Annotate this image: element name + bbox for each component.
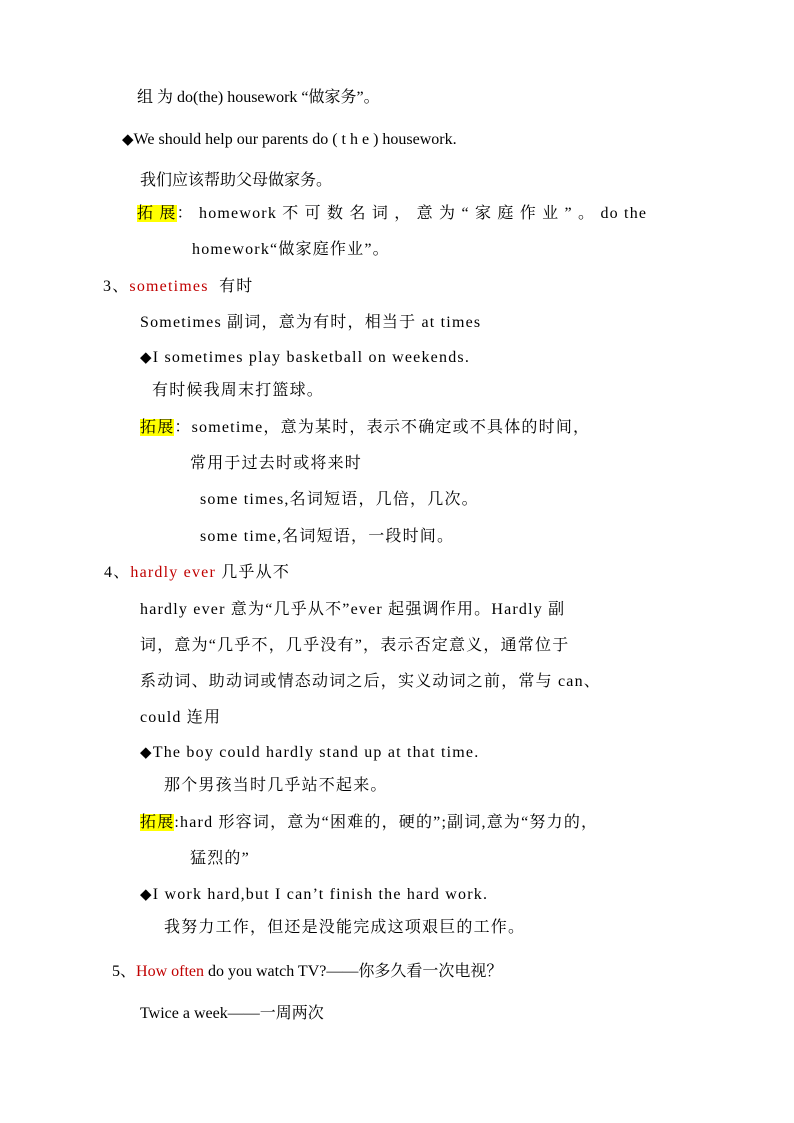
extension-sometime [140, 418, 590, 438]
extension-label: 拓展 [140, 814, 175, 831]
heading-number: 4、 [104, 564, 131, 581]
extension-hard [140, 813, 598, 833]
extension-text: ：sometime，意为某时，表示不确定或不具体的时间， [174, 419, 591, 436]
extension-text: :hard 形容词，意为“困难的，硬的”;副词,意为“努力的， [174, 814, 599, 831]
example-text: We should help our parents do ( t h e ) housework. [133, 131, 457, 148]
diamond-bullet-icon: ◆ [140, 745, 153, 761]
example-text: The boy could hardly stand up at that time. [152, 744, 480, 761]
extension-label: 拓展 [140, 419, 175, 436]
heading-how-often [112, 962, 502, 982]
explanation-hardly-2: 词，意为“几乎不，几乎没有”，表示否定意义，通常位于 [140, 637, 570, 654]
example-text: I work hard,but I can’t finish the hard work. [152, 886, 489, 903]
heading-number: 5、 [112, 963, 137, 980]
explanation-hardly-3: 系动词、助动词或情态动词之后，实义动词之前，常与 can、 [140, 673, 602, 690]
example-text: I sometimes play basketball on weekends. [152, 349, 471, 366]
diamond-bullet-icon: ◆ [140, 350, 153, 366]
heading-sometimes [103, 277, 253, 297]
explanation-hardly-4: could 连用 [140, 709, 222, 726]
explanation-hardly-1: hardly ever 意为“几乎从不”ever 起强调作用。Hardly 副 [140, 601, 566, 618]
extension-label: 拓 展 [137, 205, 177, 222]
diamond-bullet-icon: ◆ [140, 887, 153, 903]
diamond-bullet-icon: ◆ [122, 132, 134, 148]
example-basketball [140, 348, 470, 368]
heading-term: How often [136, 963, 204, 980]
heading-meaning: 有时 [219, 278, 254, 295]
answer-twice-a-week: Twice a week——一周两次 [140, 1005, 324, 1022]
heading-term: sometimes [129, 278, 209, 295]
example-help-parents [122, 130, 457, 150]
phrase-some-times: some times,名词短语，几倍，几次。 [200, 491, 479, 508]
translation-work-hard: 我努力工作，但还是没能完成这项艰巨的工作。 [164, 919, 526, 936]
translation-help-parents: 我们应该帮助父母做家务。 [140, 172, 333, 189]
heading-hardly-ever [104, 563, 290, 583]
heading-term: hardly ever [130, 564, 217, 581]
extension-homework [137, 204, 647, 224]
translation-stand-up: 那个男孩当时几乎站不起来。 [164, 777, 388, 794]
heading-rest: do you watch TV?——你多久看一次电视？ [204, 963, 503, 980]
line-do-housework: 组 为 do(the) housework “做家务”。 [137, 89, 380, 106]
example-stand-up [140, 743, 479, 763]
heading-meaning: 几乎从不 [221, 564, 291, 581]
explanation-sometimes: Sometimes 副词，意为有时，相当于 at times [140, 314, 482, 331]
extension-homework-cont: homework“做家庭作业”。 [192, 241, 390, 258]
extension-text: ： homework 不 可 数 名 词 ， 意 为 “ 家 庭 作 业 ” 。 do the [176, 205, 648, 222]
heading-number: 3、 [103, 278, 130, 295]
phrase-some-time: some time,名词短语，一段时间。 [200, 528, 455, 545]
extension-sometime-cont: 常用于过去时或将来时 [190, 455, 363, 472]
extension-hard-cont: 猛烈的” [190, 850, 250, 867]
example-work-hard [140, 885, 488, 905]
translation-basketball: 有时候我周末打篮球。 [152, 382, 325, 399]
